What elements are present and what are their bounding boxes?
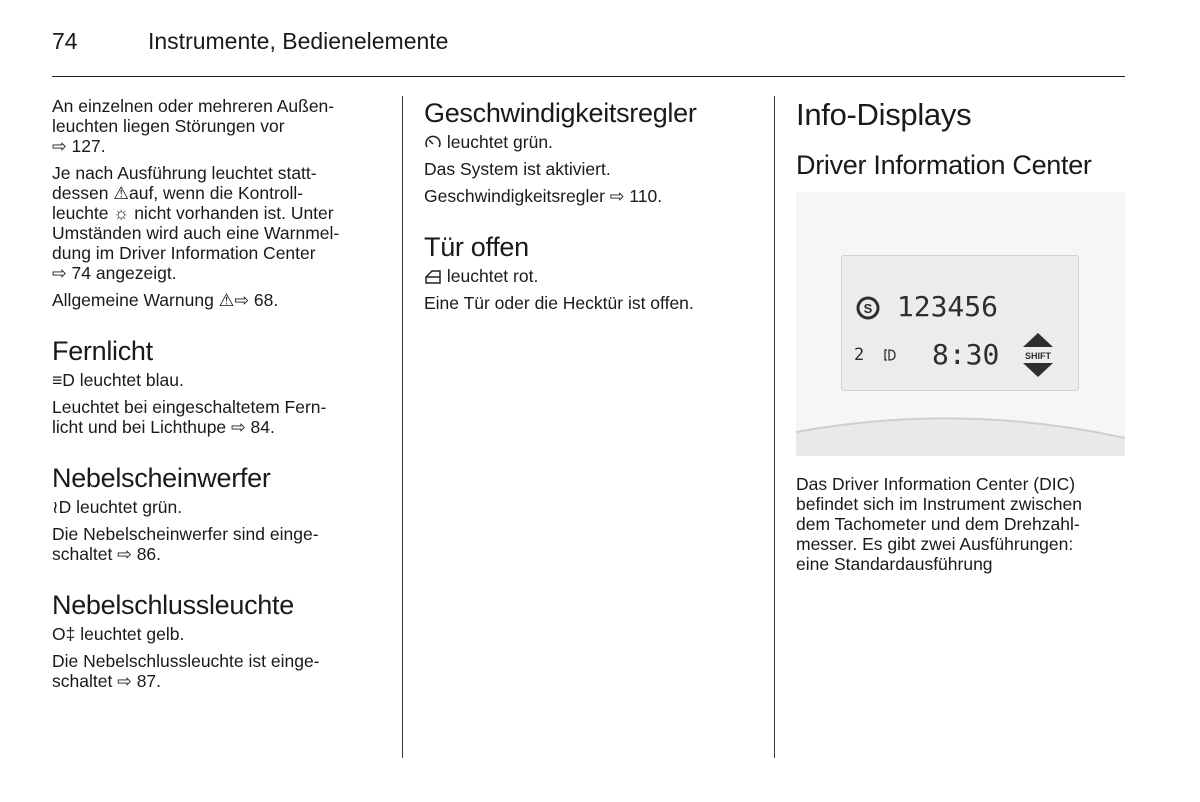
page-header bbox=[52, 26, 1125, 77]
section-heading-driver-information-center: Driver Information Center bbox=[796, 150, 1092, 180]
nebelschlussleuchte-status-text: leuchtet gelb. bbox=[80, 624, 185, 644]
dic-time-row bbox=[854, 338, 1000, 371]
intro-paragraph-1: An einzelnen oder mehreren Außen- leuchten liegen Störungen vor ⇨ 127. bbox=[52, 96, 335, 156]
nebelscheinwerfer-status bbox=[52, 497, 382, 517]
dic-gear-value: 2 bbox=[854, 345, 865, 365]
section-heading-fernlicht: Fernlicht bbox=[52, 336, 153, 366]
page-number: 74 bbox=[52, 28, 78, 54]
nebelschlussleuchte-description: Die Nebelschlussleuchte ist einge- schaltet ⇨ 87. bbox=[52, 651, 320, 691]
column-left bbox=[52, 96, 382, 698]
column-middle bbox=[424, 96, 754, 320]
geschwindigkeit-status-text: leuchtet grün. bbox=[446, 132, 553, 152]
service-s-icon bbox=[856, 296, 880, 320]
fernlicht-description: Leuchtet bei eingeschaltetem Fern- licht und bei Lichthupe ⇨ 84. bbox=[52, 397, 327, 437]
intro-paragraph-2: Je nach Ausführung leuchtet statt- dessen ⚠auf, wenn die Kontroll- leuchte ☼ nicht vorhanden ist. Unter Umständen wird auch eine Warnmel- dung im Driver Information Center ⇨ 74 angezeigt. bbox=[52, 163, 340, 283]
geschwindigkeit-reference: Geschwindigkeitsregler ⇨ 110. bbox=[424, 186, 663, 206]
cruise-control-icon bbox=[424, 135, 442, 151]
column-right bbox=[796, 96, 1126, 581]
section-heading-nebelscheinwerfer: Nebelscheinwerfer bbox=[52, 463, 271, 493]
dic-description: Das Driver Information Center (DIC) befindet sich im Instrument zwischen dem Tachometer und dem Drehzahl- messer. Es gibt zwei Ausführungen: eine Standardausführung bbox=[796, 474, 1082, 574]
fernlicht-status bbox=[52, 370, 382, 390]
rear-fog-light-icon: O‡ bbox=[52, 624, 76, 644]
dic-display bbox=[841, 255, 1079, 391]
column-divider bbox=[774, 96, 775, 758]
shift-label: SHIFT bbox=[1025, 351, 1051, 361]
shift-indicator-icon bbox=[1017, 332, 1059, 378]
dic-odometer-value: 123456 bbox=[896, 290, 999, 323]
tuer-status-text: leuchtet rot. bbox=[446, 266, 539, 286]
geschwindigkeit-status bbox=[424, 132, 754, 152]
dic-time-value: 8:30 bbox=[931, 338, 1000, 371]
door-open-icon bbox=[424, 269, 442, 285]
dic-illustration bbox=[796, 192, 1125, 456]
section-heading-tuer-offen: Tür offen bbox=[424, 232, 529, 262]
tuer-description: Eine Tür oder die Hecktür ist offen. bbox=[424, 293, 694, 313]
light-indicator-icon bbox=[881, 348, 897, 362]
nebelscheinwerfer-description: Die Nebelscheinwerfer sind einge- schaltet ⇨ 86. bbox=[52, 524, 319, 564]
nebelscheinwerfer-status-text: leuchtet grün. bbox=[76, 497, 183, 517]
section-heading-info-displays: Info-Displays bbox=[796, 97, 972, 132]
section-heading-nebelschlussleuchte: Nebelschlussleuchte bbox=[52, 590, 294, 620]
geschwindigkeit-line-2: Das System ist aktiviert. bbox=[424, 159, 611, 179]
intro-paragraph-3: Allgemeine Warnung ⚠⇨ 68. bbox=[52, 290, 279, 310]
page-title: Instrumente, Bedienelemente bbox=[148, 28, 449, 54]
front-fog-light-icon: ≀D bbox=[52, 497, 72, 517]
tuer-status bbox=[424, 266, 754, 286]
column-divider bbox=[402, 96, 403, 758]
fernlicht-status-text: leuchtet blau. bbox=[79, 370, 184, 390]
svg-text:S: S bbox=[863, 301, 873, 316]
section-heading-geschwindigkeitsregler: Geschwindigkeitsregler bbox=[424, 98, 697, 128]
dic-odometer-row bbox=[856, 290, 999, 323]
nebelschlussleuchte-status bbox=[52, 624, 382, 644]
high-beam-icon: ≡D bbox=[52, 370, 75, 390]
